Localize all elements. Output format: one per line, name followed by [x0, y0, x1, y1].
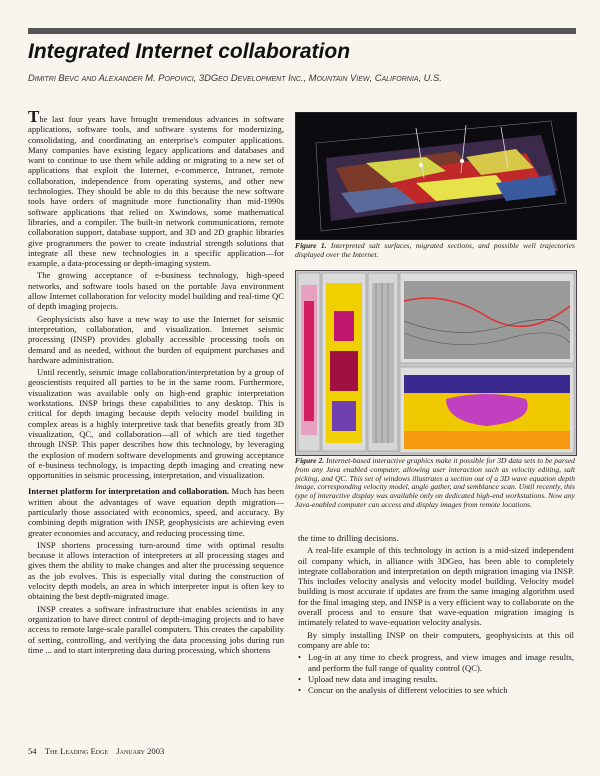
interactive-graphics-screenshot [296, 271, 576, 455]
paragraph-7: INSP creates a software infrastructure that enables scientists in any organization to have direct control of depth-imaging projects and to have access to remote large-scale parallel computers. This creates the capability of setting, controlling, and verifying the data processing jobs during run time ... and to start interpreting data during processing, which shortens [28, 603, 284, 655]
paragraph-9: A real-life example of this technology in action is a mid-sized independent oil company which, in alliance with 3DGeo, has been able to completely integrate collaboration and interpretation on depth migration imaging via INSP. This includes velocity analysis and velocity model building. Velocity model building is most accurate if updates are from the same imaging algorithm used for the final imaging step, and INSP is a very efficient way to collaborate on the overall process and to ensure that wave-equation migration imaging is intimately related to wave-equation velocity analysis. [298, 545, 574, 628]
figure-2-label: Figure 2. [295, 456, 325, 465]
paragraph-5: Internet platform for interpretation and collaboration. Much has been written about the advantages of wave equation depth migration—particularly those associated with economics, speed, and accuracy. By combining depth migration with INSP, geophysicists are achieving even greater economies and accuracy, and reducing processing time. [28, 486, 284, 538]
article-title: Integrated Internet collaboration [28, 40, 351, 63]
figure-1-image [295, 112, 577, 240]
author-text: Dimitri Bevc and Alexander M. Popovici, 3DGeo Development Inc., Mountain View, California, U.S. [28, 72, 442, 83]
left-column [28, 107, 284, 657]
paragraph-2: The growing acceptance of e-business technology, high-speed networks, and software tools based on the portable Java environment allow Internet collaboration for velocity model building and real-time QC of depth imaging projects. [28, 270, 284, 312]
issue-date: January 2003 [116, 746, 165, 756]
list-item: • Upload new data and imaging results. [298, 674, 574, 684]
journal-name: The Leading Edge [44, 746, 109, 756]
author-line [28, 72, 576, 83]
paragraph-3: Geophysicists also have a new way to use the Internet for seismic interpretation, collaboration, and visualization. Internet seismic processing (INSP) provides globally accessible processing tools on demand and as needed, without the burden of equipment purchases and hardware administration. [28, 313, 284, 365]
list-item: • Concur on the analysis of different velocities to see which [298, 685, 574, 695]
right-column [298, 533, 574, 696]
drop-cap: T [28, 107, 40, 126]
section-heading: Internet platform for interpretation and collaboration. [28, 486, 230, 497]
figure-1-caption: Figure 1. Interpreted salt surfaces, migrated sections, and possible well trajectories displayed over the Internet. [295, 241, 575, 259]
page-number: 54 [28, 746, 37, 756]
capability-list [298, 652, 574, 695]
paragraph-8: the time to drilling decisions. [298, 533, 399, 543]
paragraph-1: The last four years have brought tremendous advances in software applications, software tools, and software systems for modernizing, consolidating, and coordinating an enterprise's computer applications. Many companies have existing legacy applications and databases and want to continue to use them while adding or migrating to a new set of applications that exploit the Internet, e-commerce, Intranet, remote collaboration, independence from operating systems, and other new technologies. They should be able to do this because the new software tools have orders of magnitude more functionality than mid-1990s software applications that relied on Xwindows, some mathematical libraries, and a compiler. The built-in network communications, remote collaboration support, database support, and 3D and 2D graphic libraries give programmers the power to create industrial strength solutions that integrate all these new technologies in a specific application—for example, a data-processing or depth-imaging system. [28, 107, 284, 269]
header-rule [28, 28, 576, 34]
page-footer [28, 746, 170, 756]
figure-1-label: Figure 1. [295, 241, 327, 250]
paragraph-10: By simply installing INSP on their computers, geophysicists at this oil company are able to: [298, 629, 574, 650]
list-item: • Log-in at any time to check progress, and view images and image results, and perform the full range of quality control (QC). [298, 652, 574, 673]
figure-2-caption: Figure 2. Internet-based interactive graphics make it possible for 3D data sets to be parsed from any Java enabled computer, allowing user interaction such as velocity editing, salt picking, and QC. This set of windows illustrates a section out of a 3D wave equation depth image, corresponding velocity model, angle gather, and semblance scan. Until recently, this type of interactive display was available only on dedicated high-end workstations. Now any Java-enabled computer can access and display images from remote locations. [295, 456, 575, 509]
figure-2-image [295, 270, 577, 456]
salt-surface-visualization [296, 113, 576, 239]
paragraph-4: Until recently, seismic image collaboration/interpretation by a group of geoscientists required all parties to be in the same room. Furthermore, visualization was available only on high-end graphic interpretation workstations. INSP brings these capabilities to any desktop. This is critical for depth imaging because depth velocity model building in complex areas is a highly interpretive task that benefits greatly from 3D visualization, QC, and collaboration—all of which are tied together through INSP. This paper describes how this technology, by leveraging the explosion of modern software developments and growing acceptance of e-business technology, is impacting depth imaging and creating new opportunities in seismic processing, interpretation, and visualization. [28, 367, 284, 481]
paragraph-6: INSP shortens processing turn-around time with optimal results because it allows interaction of interpreters at all processing stages and gives them the ability to make changes and alter the processing sequence as the job evolves. This is especially vital during the construction of velocity depth models, an area in which interpreter input is often key to obtaining the best depth-migrated image. [28, 539, 284, 602]
